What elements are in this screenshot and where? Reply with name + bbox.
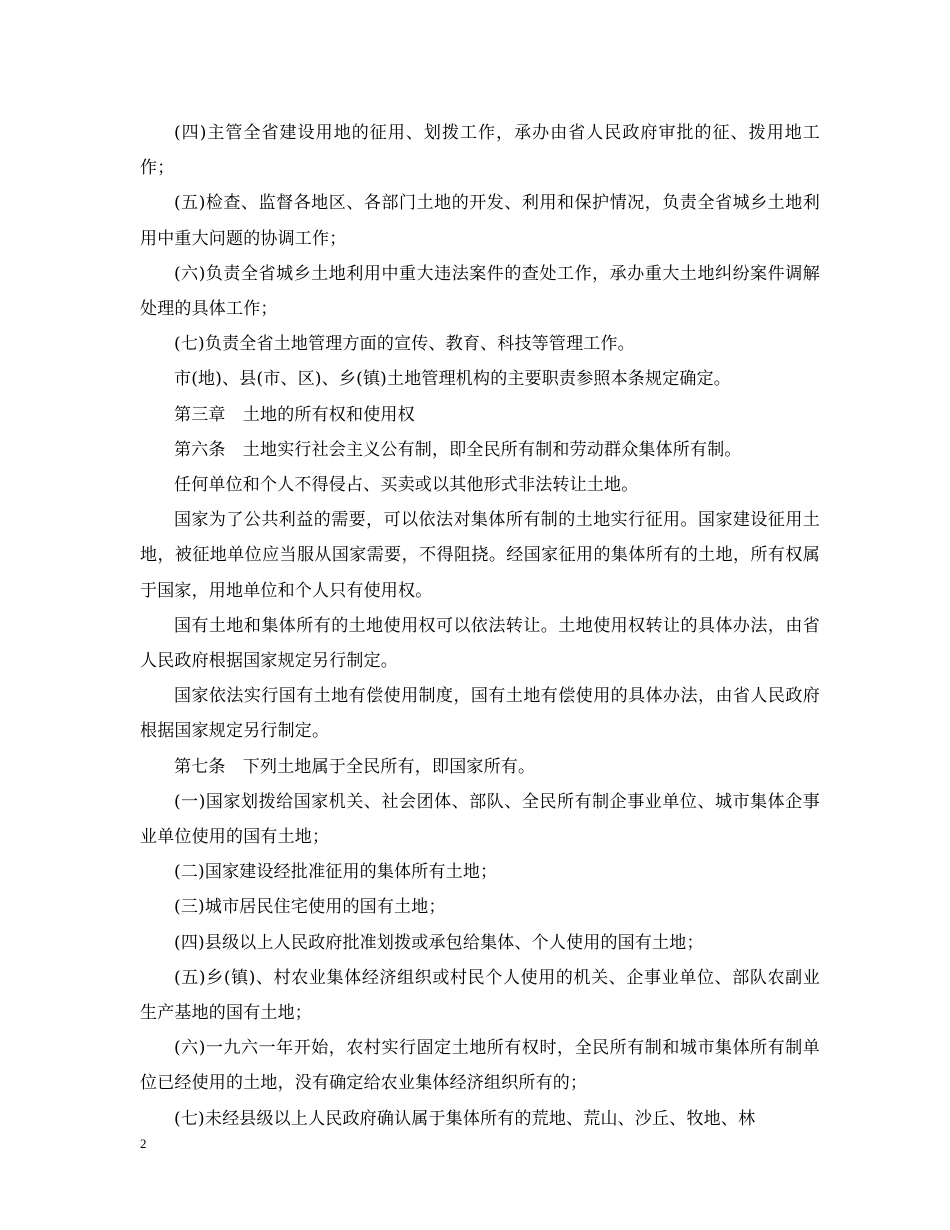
list-item: (四)县级以上人民政府批准划拨或承包给集体、个人使用的国有土地； xyxy=(174,932,704,953)
list-item: (五)乡(镇)、村农业集体经济组织或村民个人使用的机关、企事业单位、部队农副业生产基地的国有土地； xyxy=(140,967,820,1024)
chapter-heading: 第三章 土地的所有权和使用权 xyxy=(174,404,415,425)
paragraph: 国家为了公共利益的需要，可以依法对集体所有制的土地实行征用。国家建设征用土地，被征地单位应当服从国家需要，不得阻挠。经国家征用的集体所有的土地，所有权属于国家，用地单位和个人只有使用权。 xyxy=(140,510,820,601)
list-item: (一)国家划拨给国家机关、社会团体、部队、全民所有制企事业单位、城市集体企事业单位使用的国有土地； xyxy=(140,791,820,848)
paragraph: 任何单位和个人不得侵占、买卖或以其他形式非法转让土地。 xyxy=(174,475,639,496)
paragraph: (五)检查、监督各地区、各部门土地的开发、利用和保护情况，负责全省城乡土地利用中重大问题的协调工作； xyxy=(140,193,820,249)
article-heading: 第七条 下列土地属于全民所有，即国家所有。 xyxy=(174,756,536,777)
list-item: (二)国家建设经批准征用的集体所有土地； xyxy=(174,862,498,883)
list-item: (七)未经县级以上人民政府确认属于集体所有的荒地、荒山、沙丘、牧地、林 xyxy=(174,1108,756,1129)
paragraph: 国家依法实行国有土地有偿使用制度，国有土地有偿使用的具体办法，由省人民政府根据国家规定另行制定。 xyxy=(140,686,820,742)
paragraph: 市(地)、县(市、区)、乡(镇)土地管理机构的主要职责参照本条规定确定。 xyxy=(174,369,731,390)
paragraph: 国有土地和集体所有的土地使用权可以依法转让。土地使用权转让的具体办法，由省人民政府根据国家规定另行制定。 xyxy=(140,615,820,672)
paragraph: (七)负责全省土地管理方面的宣传、教育、科技等管理工作。 xyxy=(174,334,635,355)
page-number: 2 xyxy=(140,1136,147,1151)
list-item: (六)一九六一年开始，农村实行固定土地所有权时，全民所有制和城市集体所有制单位已经使用的土地，没有确定给农业集体经济组织所有的； xyxy=(140,1038,820,1094)
article-heading: 第六条 土地实行社会主义公有制，即全民所有制和劳动群众集体所有制。 xyxy=(174,439,742,460)
paragraph: (四)主管全省建设用地的征用、划拨工作，承办由省人民政府审批的征、拨用地工作； xyxy=(140,123,820,179)
body-text xyxy=(140,116,820,1137)
list-item: (三)城市居民住宅使用的国有土地； xyxy=(174,897,446,918)
paragraph: (六)负责全省城乡土地利用中重大违法案件的查处工作，承办重大土地纠纷案件调解处理的具体工作； xyxy=(140,263,820,320)
